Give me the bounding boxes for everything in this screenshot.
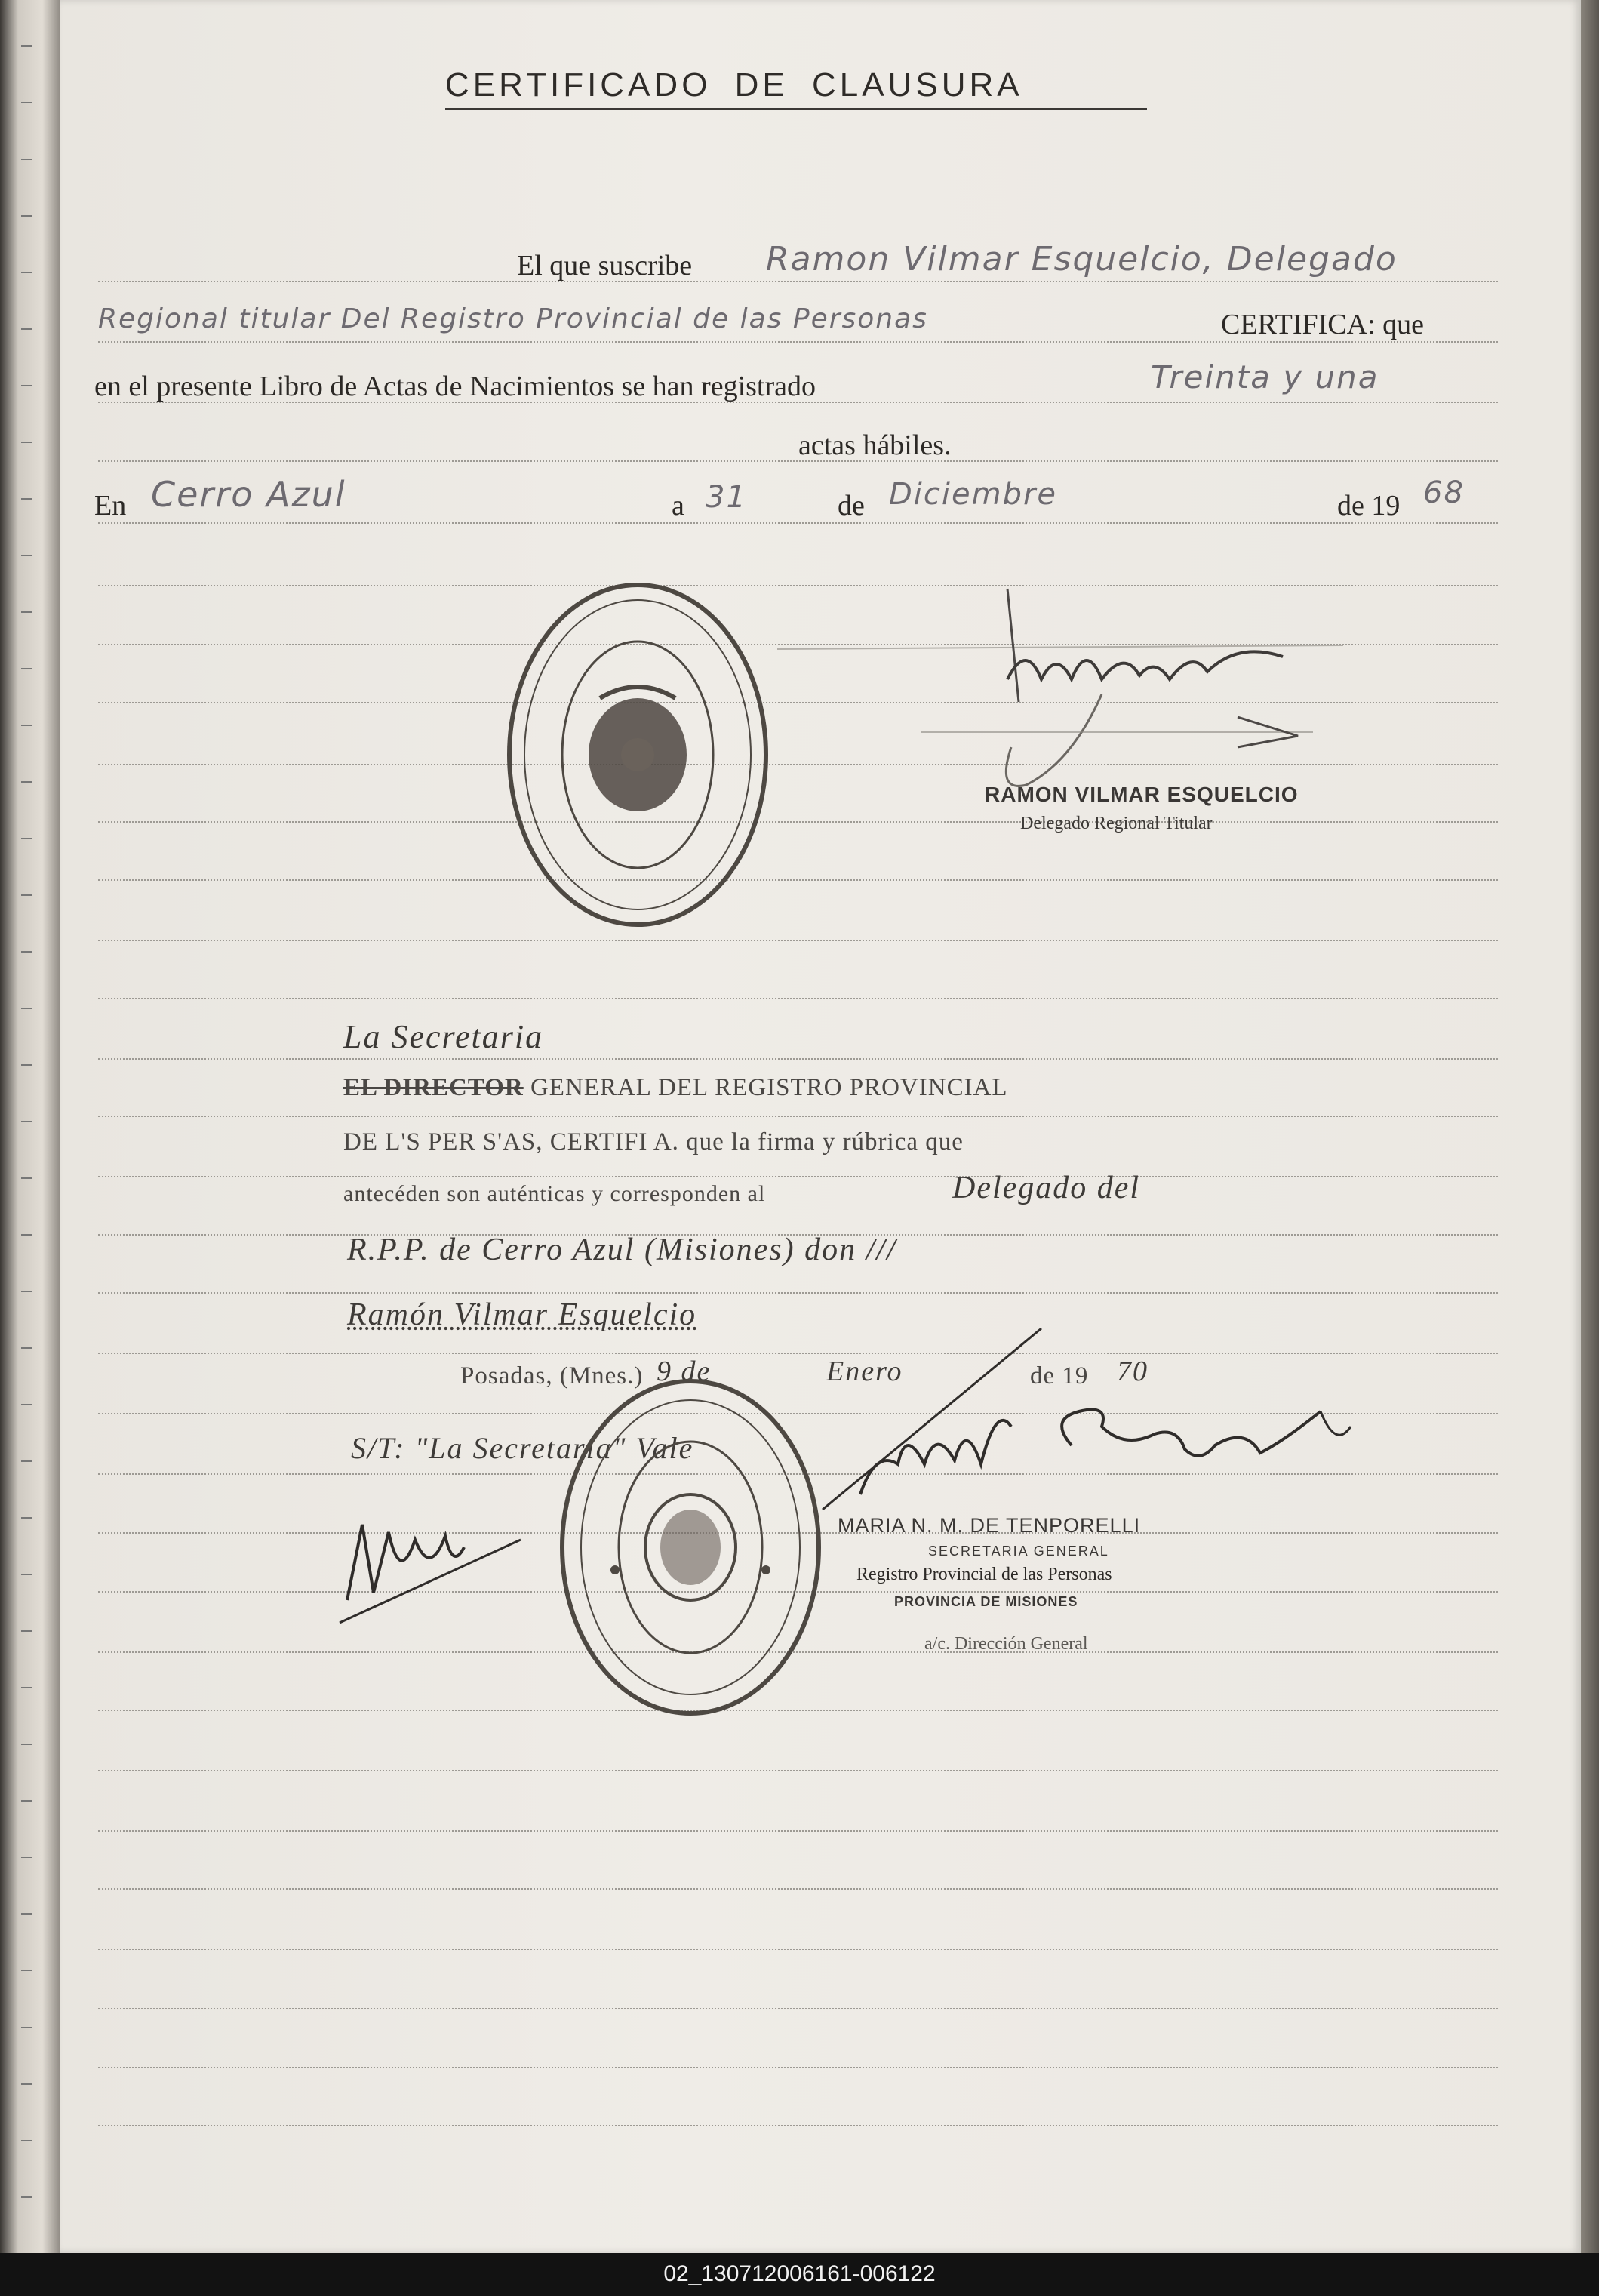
signature-tenporelli [792,1313,1396,1525]
ruled-line [98,2067,1498,2068]
ruled-line [98,1058,1498,1060]
signature1-name: RAMON VILMAR ESQUELCIO [985,783,1299,806]
ruled-line [98,1176,1498,1177]
signature2-org: Registro Provincial de las Personas [856,1565,1112,1584]
signature1-role: Delegado Regional Titular [1020,814,1213,833]
struck-director: EL DIRECTOR [343,1074,524,1101]
day-prefix: a [672,490,684,522]
line3-prefix: en el presente Libro de Actas de Nacimientos se han registrado [94,371,816,402]
margin-tick [21,2083,32,2085]
ruled-line [98,1830,1498,1832]
margin-tick [21,215,32,217]
margin-tick [21,1064,32,1066]
line4: actas hábiles. [798,429,952,461]
posadas-month: Enero [826,1356,903,1387]
margin-tick [21,1177,32,1179]
typed-line1 [343,1074,1008,1102]
margin-tick [21,2196,32,2198]
line1-handwriting: Ramon Vilmar Esquelcio, Delegado [766,240,1398,279]
line2-suffix: CERTIFICA: que [1221,309,1424,340]
signature2-role: SECRETARIA GENERAL [928,1543,1109,1559]
line3-handwriting: Treinta y una [1151,359,1379,395]
margin-tick [21,1517,32,1519]
margin-tick [21,725,32,726]
page-title: CERTIFICADO DE CLAUSURA [445,66,1023,103]
posadas-year-prefix: de 19 [1030,1362,1089,1390]
seal-direccion-general [555,1374,826,1721]
handwriting-line5: Ramón Vilmar Esquelcio [347,1297,697,1332]
margin-tick [21,1121,32,1122]
signature2-name: MARIA N. M. DE TENPORELLI [838,1514,1141,1537]
margin-tick [21,611,32,613]
margin-tick [21,159,32,160]
initials-signature [332,1494,528,1630]
margin-tick [21,328,32,330]
ruled-line [98,940,1498,941]
margin-tick [21,781,32,783]
left-page-edge [0,0,60,2253]
margin-tick [21,1404,32,1405]
typed-line1-rest: GENERAL DEL REGISTRO PROVINCIAL [530,1074,1008,1101]
margin-tick [21,442,32,443]
margin-tick [21,1008,32,1009]
line2-handwriting: Regional titular Del Registro Provincial de las Personas [98,303,928,334]
margin-tick [21,838,32,839]
signature2-note: a/c. Dirección General [924,1634,1088,1654]
margin-tick [21,1347,32,1349]
margin-tick [21,1913,32,1915]
month-prefix: de [838,490,865,522]
margin-tick [21,894,32,896]
ruled-line [98,1888,1498,1890]
posadas-day: 9 de [657,1356,712,1387]
signature2-province: PROVINCIA DE MISIONES [894,1594,1078,1609]
margin-tick [21,1291,32,1292]
margin-tick [21,385,32,386]
place-handwriting: Cerro Azul [151,474,346,515]
st-note: S/T: "La Secretaria" Vale [351,1431,694,1465]
margin-tick [21,951,32,953]
margin-tick [21,1460,32,1462]
margin-tick [21,272,32,273]
place-prefix: En [94,490,127,522]
ruled-line [98,2008,1498,2009]
ruled-line [98,1949,1498,1950]
margin-tick [21,498,32,500]
ruled-line [98,2125,1498,2126]
secretaria-handwriting: La Secretaria [343,1018,544,1055]
ruled-line [98,522,1498,524]
margin-tick [21,2027,32,2028]
margin-tick [21,1630,32,1632]
line1-prefix: El que suscribe [517,250,693,282]
book-edge [1581,0,1599,2253]
typed-line3-handwriting: Delegado del [952,1171,1141,1205]
margin-tick [21,1687,32,1688]
handwriting-line4: R.P.P. de Cerro Azul (Misiones) don /// [347,1233,897,1267]
margin-tick [21,102,32,103]
ruled-line [98,879,1498,881]
margin-tick [21,1744,32,1745]
margin-tick [21,2140,32,2141]
margin-tick [21,555,32,556]
typed-line2: DE L'S PER S'AS, CERTIFI A. que la firma y rúbrica que [343,1128,964,1156]
year-prefix: de 19 [1337,490,1401,522]
margin-tick [21,1970,32,1971]
margin-tick [21,1574,32,1575]
posadas-prefix: Posadas, (Mnes.) [460,1362,644,1390]
margin-tick [21,1800,32,1802]
ruled-line [98,1116,1498,1117]
margin-tick [21,1234,32,1236]
image-code: 02_130712006161-006122 [663,2261,936,2286]
ruled-line [98,281,1498,282]
ruled-line [98,341,1498,343]
margin-tick [21,668,32,669]
margin-tick [21,1857,32,1858]
ruled-line [98,1770,1498,1771]
typed-line3: antecéden son auténticas y corresponden al [343,1181,766,1206]
title-underline [445,108,1147,110]
year-handwriting: 68 [1423,476,1465,510]
posadas-year: 70 [1117,1356,1149,1387]
ruled-line [98,998,1498,999]
day-handwriting: 31 [706,480,747,515]
month-handwriting: Diciembre [889,477,1058,512]
seal-delegacion-regional [502,577,773,932]
ruled-line [98,1292,1498,1294]
margin-tick [21,45,32,47]
